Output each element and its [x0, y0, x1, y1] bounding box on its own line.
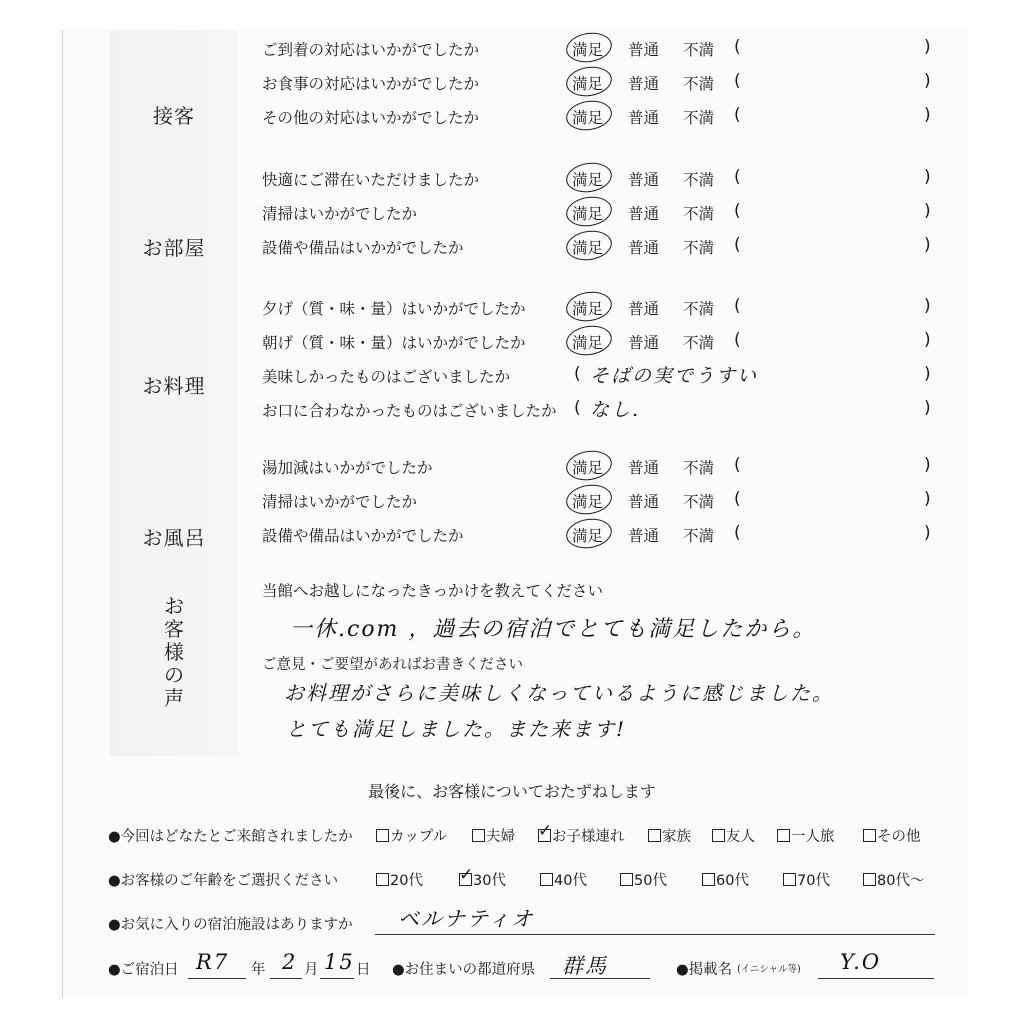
- display-name-note: (イニシャル等): [737, 964, 801, 975]
- day-unit: 日: [356, 962, 371, 978]
- prefecture-label: ●お住まいの都道府県: [392, 962, 536, 978]
- favorite-underline: [375, 934, 935, 935]
- option-dissatisfied[interactable]: 不満: [683, 334, 715, 352]
- survey-question: お口に合わなかったものはございましたか: [262, 402, 557, 420]
- checkbox[interactable]: [648, 829, 661, 842]
- paren-close: ): [924, 71, 931, 91]
- category-service: 接客: [153, 104, 195, 128]
- survey-question: お食事の対応はいかがでしたか: [262, 75, 480, 93]
- option-satisfied[interactable]: 満足: [572, 459, 604, 477]
- paren-open: (: [574, 398, 581, 418]
- option-normal[interactable]: 普通: [628, 239, 660, 257]
- paren-open: (: [734, 37, 741, 57]
- option-normal[interactable]: 普通: [628, 205, 660, 223]
- option-normal[interactable]: 普通: [628, 109, 660, 127]
- companion-option-label: その他: [877, 829, 921, 845]
- companion-option[interactable]: [472, 825, 515, 846]
- option-normal[interactable]: 普通: [628, 334, 660, 352]
- paren-open: (: [734, 489, 741, 509]
- paren-close: ): [924, 296, 931, 316]
- age-option[interactable]: [863, 869, 924, 890]
- paren-close: ): [924, 330, 931, 350]
- option-normal[interactable]: 普通: [628, 75, 660, 93]
- age-option-label: 70代: [797, 873, 830, 889]
- month-unit: 月: [304, 962, 319, 978]
- age-option-label: 40代: [554, 873, 587, 889]
- age-option-label: 80代～: [877, 873, 925, 889]
- companion-option[interactable]: [777, 825, 835, 846]
- survey-question: 湯加減はいかがでしたか: [262, 459, 433, 477]
- paren-close: ): [924, 37, 931, 57]
- age-option[interactable]: [783, 869, 830, 890]
- survey-question: 清掃はいかがでしたか: [262, 493, 418, 511]
- companion-option[interactable]: [863, 825, 921, 846]
- option-normal[interactable]: 普通: [628, 41, 660, 59]
- checkbox[interactable]: [540, 873, 553, 886]
- category-room: お部屋: [142, 236, 206, 260]
- display-name-label: ●掲載名: [676, 962, 733, 978]
- paren-open: (: [734, 235, 741, 255]
- checkmark-icon: ✓: [538, 821, 553, 841]
- companion-option-label: カップル: [390, 829, 448, 845]
- favorite-answer: ベルナティオ: [398, 907, 535, 931]
- stay-date-label: ●ご宿泊日: [108, 962, 179, 978]
- survey-question: 朝げ（質・味・量）はいかがでしたか: [262, 334, 526, 352]
- checkbox[interactable]: [376, 829, 389, 842]
- favorite-label: ●お気に入りの宿泊施設はありますか: [108, 917, 353, 933]
- reason-answer: 一休.com ，過去の宿泊でとても満足したから。: [290, 617, 817, 642]
- paren-close: ): [924, 167, 931, 187]
- checkbox[interactable]: [538, 821, 553, 842]
- checkbox[interactable]: [459, 865, 474, 886]
- prefecture-underline: [550, 978, 650, 979]
- age-option[interactable]: [540, 869, 587, 890]
- age-label: ●お客様のご年齢をご選択ください: [108, 873, 339, 889]
- companion-label: ●今回はどなたとご来館されましたか: [108, 829, 353, 845]
- option-normal[interactable]: 普通: [628, 527, 660, 545]
- option-normal[interactable]: 普通: [628, 459, 660, 477]
- option-satisfied[interactable]: 満足: [572, 41, 604, 59]
- checkbox[interactable]: [376, 873, 389, 886]
- age-option-label: 60代: [716, 873, 749, 889]
- survey-question: 夕げ（質・味・量）はいかがでしたか: [262, 300, 526, 318]
- companion-option-label: 一人旅: [791, 829, 835, 845]
- checkbox[interactable]: [863, 829, 876, 842]
- paren-close: ): [924, 105, 931, 125]
- opinion-answer-line-1: お料理がさらに美味しくなっているように感じました。: [284, 681, 834, 705]
- option-satisfied[interactable]: 満足: [572, 334, 604, 352]
- checkbox[interactable]: [783, 873, 796, 886]
- checkbox[interactable]: [472, 829, 485, 842]
- opinion-prompt: ご意見・ご要望があればお書きください: [262, 657, 523, 673]
- age-option-label: 50代: [634, 873, 667, 889]
- survey-question: 美味しかったものはございましたか: [262, 368, 511, 386]
- reason-prompt: 当館へお越しになったきっかけを教えてください: [262, 582, 604, 600]
- paren-close: ): [924, 201, 931, 221]
- category-bath: お風呂: [142, 526, 206, 550]
- paren-open: (: [734, 167, 741, 187]
- option-satisfied[interactable]: 満足: [572, 171, 604, 189]
- stay-month: 2: [282, 950, 298, 974]
- checkbox[interactable]: [863, 873, 876, 886]
- option-normal[interactable]: 普通: [628, 493, 660, 511]
- paren-open: (: [734, 455, 741, 475]
- paren-close: ): [924, 489, 931, 509]
- paren-open: (: [734, 330, 741, 350]
- option-dissatisfied[interactable]: 不満: [683, 171, 715, 189]
- option-satisfied[interactable]: 満足: [572, 527, 604, 545]
- stay-month-underline: [270, 978, 302, 979]
- paren-open: (: [734, 105, 741, 125]
- option-dissatisfied[interactable]: 不満: [683, 493, 715, 511]
- companion-option[interactable]: [712, 825, 755, 846]
- survey-question: 設備や備品はいかがでしたか: [262, 239, 464, 257]
- checkbox[interactable]: [712, 829, 725, 842]
- prefecture-answer: 群馬: [562, 954, 608, 978]
- stay-era: R7: [196, 950, 230, 974]
- option-dissatisfied[interactable]: 不満: [683, 109, 715, 127]
- companion-option-label: 家族: [662, 829, 691, 845]
- checkmark-icon: ✓: [459, 865, 474, 885]
- checkbox[interactable]: [702, 873, 715, 886]
- handwritten-answer: そばの実でうすい: [590, 365, 759, 387]
- paren-open: (: [734, 296, 741, 316]
- option-dissatisfied[interactable]: 不満: [683, 41, 715, 59]
- option-satisfied[interactable]: 満足: [572, 239, 604, 257]
- display-name-answer: Y.O: [840, 950, 882, 974]
- option-normal[interactable]: 普通: [628, 300, 660, 318]
- option-dissatisfied[interactable]: 不満: [683, 300, 715, 318]
- survey-question: 設備や備品はいかがでしたか: [262, 527, 464, 545]
- age-option[interactable]: [459, 865, 506, 890]
- companion-option-label: 友人: [726, 829, 755, 845]
- option-normal[interactable]: 普通: [628, 171, 660, 189]
- stay-era-underline: [188, 978, 246, 979]
- paren-close: ): [924, 455, 931, 475]
- paren-open: (: [734, 201, 741, 221]
- companion-option-label: お子様連れ: [552, 829, 625, 845]
- option-dissatisfied[interactable]: 不満: [683, 75, 715, 93]
- companion-option-label: 夫婦: [486, 829, 515, 845]
- survey-question: 快適にご滞在いただけましたか: [262, 171, 480, 189]
- option-satisfied[interactable]: 満足: [572, 75, 604, 93]
- age-option[interactable]: [620, 869, 667, 890]
- paren-open: (: [734, 523, 741, 543]
- option-satisfied[interactable]: 満足: [572, 493, 604, 511]
- year-unit: 年: [251, 962, 266, 978]
- handwritten-answer: なし.: [590, 399, 641, 421]
- option-satisfied[interactable]: 満足: [572, 205, 604, 223]
- stay-day-underline: [320, 978, 354, 979]
- paren-close: ): [924, 235, 931, 255]
- age-option[interactable]: [376, 869, 423, 890]
- option-dissatisfied[interactable]: 不満: [683, 527, 715, 545]
- category-cuisine: お料理: [142, 374, 206, 398]
- profile-heading: 最後に、お客様についておたずねします: [368, 782, 656, 801]
- paren-open: (: [574, 364, 581, 384]
- opinion-answer-line-2: とても満足しました。また来ます!: [286, 717, 627, 741]
- companion-option[interactable]: [648, 825, 691, 846]
- checkbox[interactable]: [620, 873, 633, 886]
- companion-option[interactable]: [538, 821, 625, 846]
- category-customer-voice: お 客 様 の 声: [164, 594, 184, 710]
- paren-open: (: [734, 71, 741, 91]
- display-name-underline: [818, 978, 934, 979]
- option-satisfied[interactable]: 満足: [572, 300, 604, 318]
- option-dissatisfied[interactable]: 不満: [683, 459, 715, 477]
- survey-question: その他の対応はいかがでしたか: [262, 109, 480, 127]
- option-dissatisfied[interactable]: 不満: [683, 239, 715, 257]
- age-option-label: 30代: [473, 873, 506, 889]
- companion-option[interactable]: [376, 825, 447, 846]
- option-dissatisfied[interactable]: 不満: [683, 205, 715, 223]
- stay-day: 15: [324, 950, 355, 974]
- survey-question: 清掃はいかがでしたか: [262, 205, 418, 223]
- checkbox[interactable]: [777, 829, 790, 842]
- age-option-label: 20代: [390, 873, 423, 889]
- paren-close: ): [924, 523, 931, 543]
- option-satisfied[interactable]: 満足: [572, 109, 604, 127]
- survey-question: ご到着の対応はいかがでしたか: [262, 41, 480, 59]
- paren-close: ): [924, 364, 931, 384]
- paren-close: ): [924, 398, 931, 418]
- age-option[interactable]: [702, 869, 749, 890]
